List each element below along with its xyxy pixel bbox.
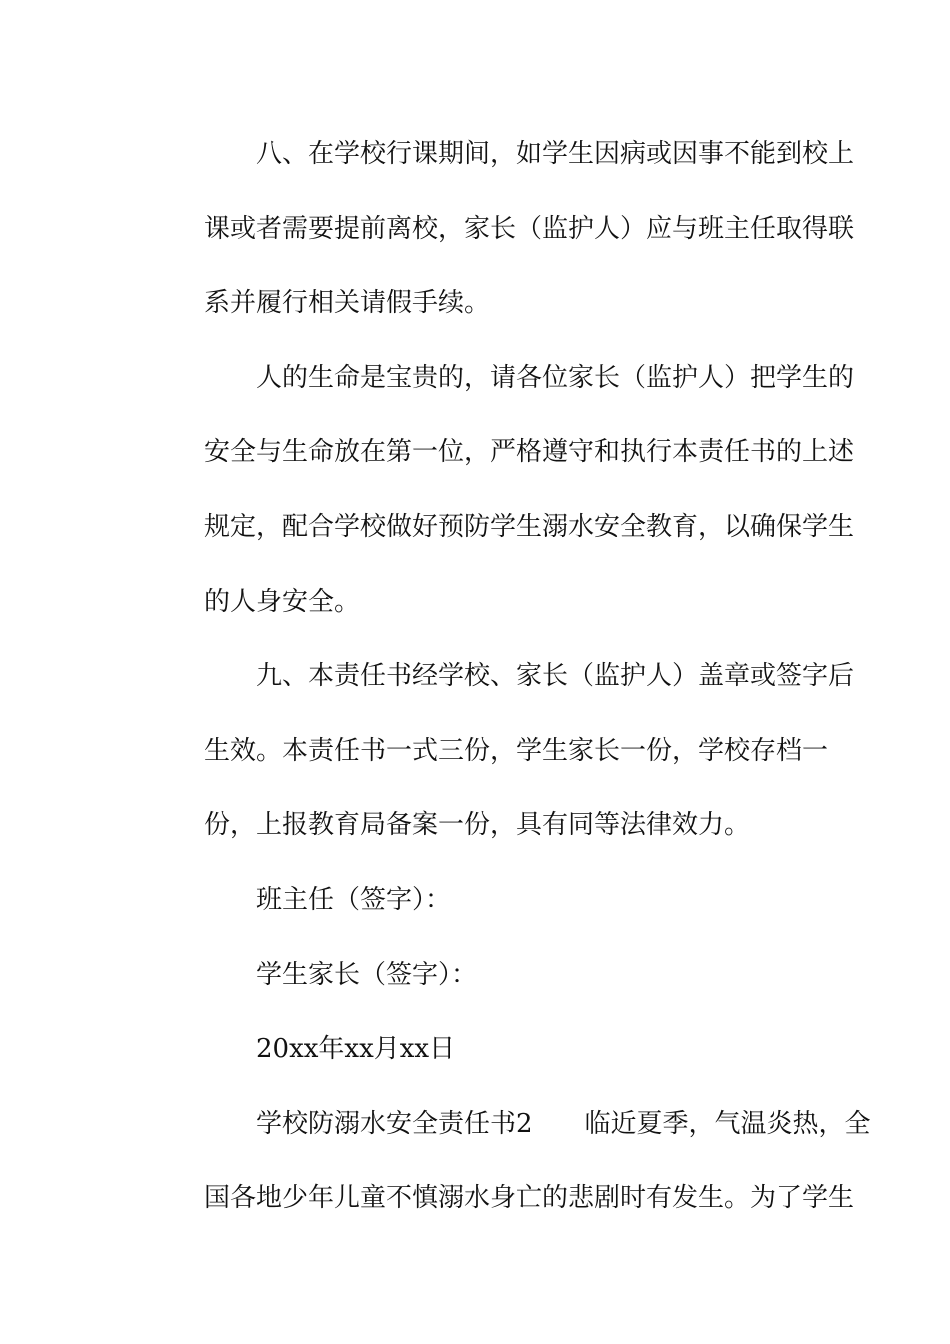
signature-class-teacher — [152, 863, 808, 938]
text-line: 人的生命是宝贵的，请各位家长（监护人）把学生的 — [256, 362, 855, 393]
text-line: 20xx年xx月xx日 — [256, 1034, 456, 1065]
text-line: 九、本责任书经学校、家长（监护人）盖章或签字后 — [256, 661, 855, 692]
text-line: 规定，配合学校做好预防学生溺水安全教育，以确保学生 — [204, 511, 855, 542]
document-body — [152, 117, 871, 1236]
text-line: 安全与生命放在第一位，严格遵守和执行本责任书的上述 — [204, 437, 855, 468]
text-line: 班主任（签字）： — [256, 884, 452, 915]
text-line: 的人身安全。 — [204, 586, 361, 617]
text-line: 课或者需要提前离校，家长（监护人）应与班主任取得联 — [204, 213, 855, 244]
text-line: 系并履行相关请假手续。 — [204, 288, 491, 319]
paragraph-life-precious — [152, 341, 855, 639]
signature-date — [152, 1012, 808, 1087]
text-line: 国各地少年儿童不慎溺水身亡的悲剧时有发生。为了学生 — [204, 1183, 855, 1214]
signature-parent — [152, 938, 808, 1013]
paragraph-clause-9 — [152, 639, 855, 863]
text-line: 八、在学校行课期间，如学生因病或因事不能到校上 — [256, 139, 855, 169]
paragraph-clause-8 — [152, 117, 855, 341]
paragraph-document-2-start — [152, 1087, 871, 1236]
text-line: 生效。本责任书一式三份，学生家长一份，学校存档一 — [204, 735, 829, 766]
text-line: 份，上报教育局备案一份，具有同等法律效力。 — [204, 810, 751, 841]
text-line: 学生家长（签字）： — [256, 959, 478, 990]
text-line: 学校防溺水安全责任书2 临近夏季，气温炎热，全 — [256, 1108, 871, 1139]
